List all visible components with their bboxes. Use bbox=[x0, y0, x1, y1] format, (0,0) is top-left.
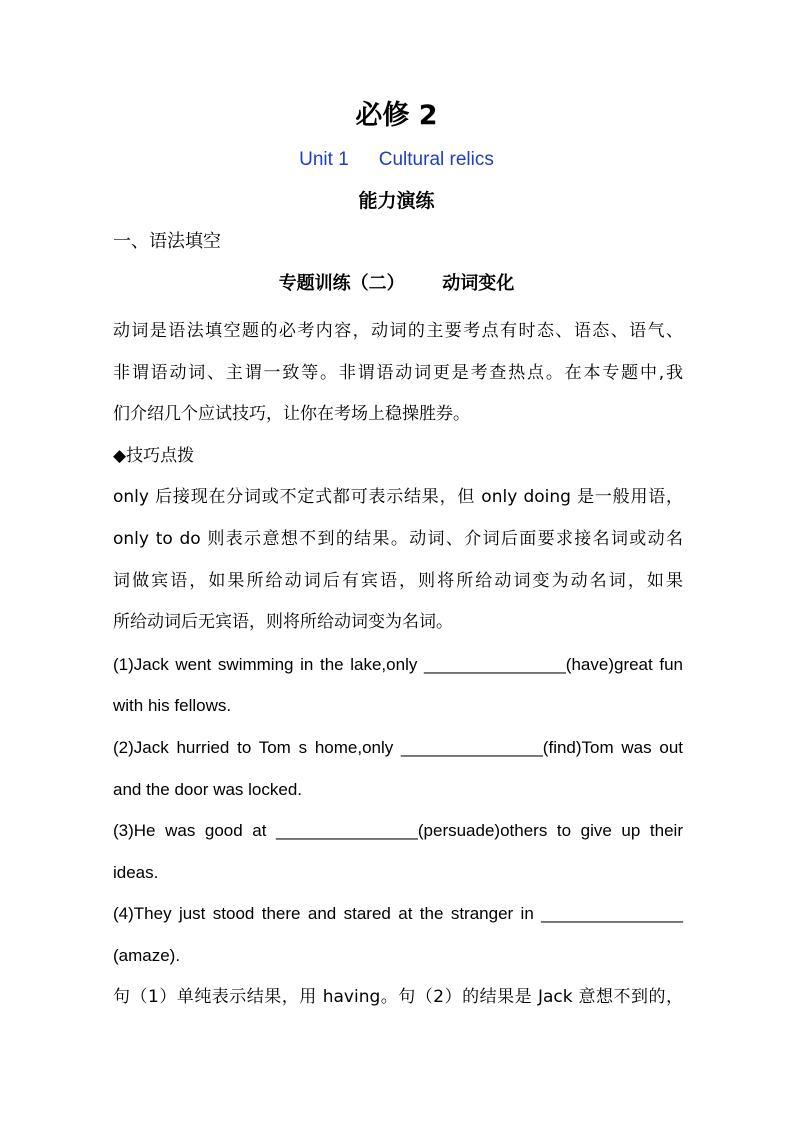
exercise-1-line: with his fellows. bbox=[113, 696, 232, 716]
topic-title: 专题训练（二） bbox=[278, 273, 405, 294]
content-body bbox=[113, 311, 683, 1018]
tips-line: 词做宾语，如果所给动词后有宾语，则将所给动词变为动名词，如果 bbox=[113, 570, 683, 591]
tips-heading: ◆技巧点拨 bbox=[113, 445, 195, 466]
intro-line: 动词是语法填空题的必考内容，动词的主要考点有时态、语态、语气、 bbox=[113, 321, 683, 341]
tips-line: only to do 则表示意想不到的结果。动词、介词后面要求接名词或动名 bbox=[113, 528, 683, 549]
unit-heading bbox=[0, 146, 793, 174]
tips-line: 所给动词后无宾语，则将所给动词变为名词。 bbox=[113, 612, 453, 633]
explanation-line: 句（1）单纯表示结果，用 having。句（2）的结果是 Jack 意想不到的， bbox=[113, 986, 683, 1007]
topic-heading bbox=[0, 270, 793, 298]
exercise-3-line: ideas. bbox=[113, 862, 159, 882]
intro-line: 非谓语动词、主谓一致等。非谓语动词更是考查热点。在本专题中,我 bbox=[113, 362, 683, 383]
exercise-2-line: and the door was locked. bbox=[113, 779, 303, 799]
unit-label: Unit 1 bbox=[299, 149, 349, 170]
exercise-2-line: (2)Jack hurried to Tom s home,only _______________(find)Tom was out bbox=[113, 737, 683, 757]
topic-name: 动词变化 bbox=[442, 273, 515, 294]
page-title: 必修 2 bbox=[355, 100, 438, 131]
exercise-3-line: (3)He was good at _______________(persuade)others to give up their bbox=[113, 821, 683, 841]
section-heading: 一、语法填空 bbox=[113, 231, 221, 252]
unit-name: Cultural relics bbox=[378, 149, 494, 170]
exercise-4-line: (amaze). bbox=[113, 945, 181, 965]
subtitle: 能力演练 bbox=[358, 190, 435, 212]
intro-line: 们介绍几个应试技巧，让你在考场上稳操胜券。 bbox=[113, 404, 470, 425]
exercise-4-line: (4)They just stood there and stared at the stranger in _______________ bbox=[113, 904, 683, 924]
exercise-1-line: (1)Jack went swimming in the lake,only _______________(have)great fun bbox=[113, 654, 683, 674]
tips-line: only 后接现在分词或不定式都可表示结果，但 only doing 是一般用语， bbox=[113, 487, 683, 508]
